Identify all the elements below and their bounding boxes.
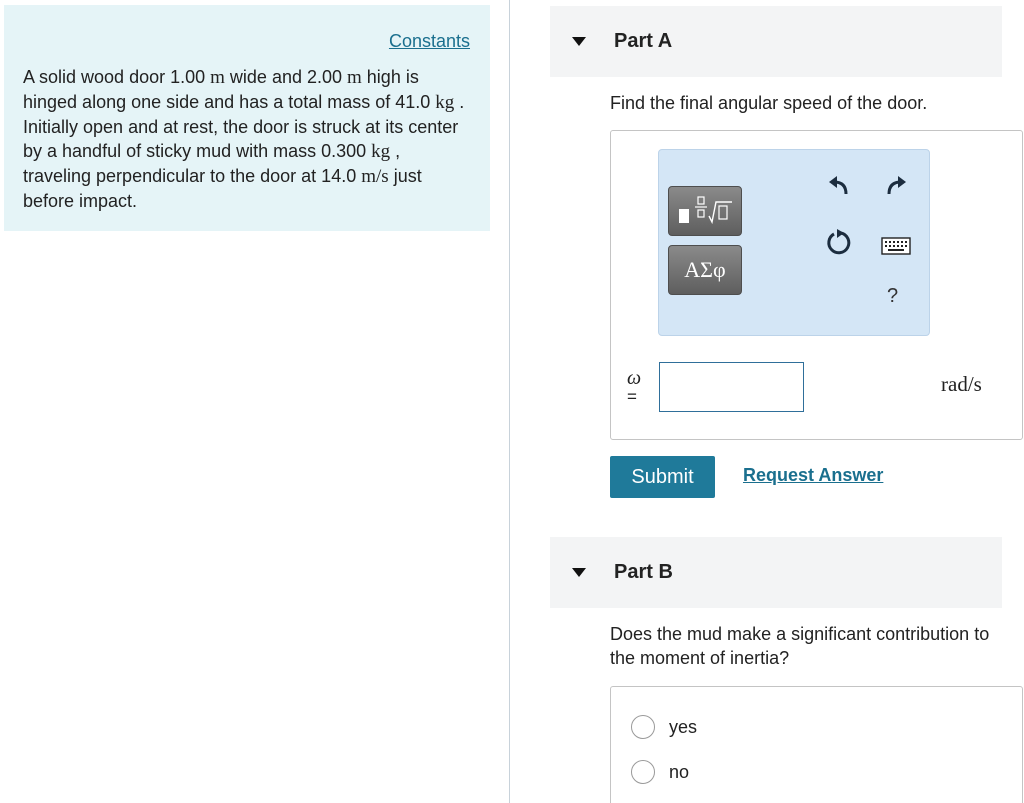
reset-icon[interactable] [825,228,853,256]
answer-entry-box [610,130,1023,440]
collapse-caret-icon[interactable] [572,37,586,46]
part-a-title: Part A [614,30,673,52]
redo-arrow-icon[interactable] [884,174,908,196]
part-a-header[interactable] [550,6,1002,77]
undo-arrow-icon[interactable] [827,174,851,196]
problem-panel [4,5,490,231]
part-b-header[interactable] [550,537,1002,608]
problem-text-5: , traveling perpendicular to the door at 14.0 [23,141,401,186]
help-button[interactable]: ? [887,285,899,307]
part-b-title: Part B [614,561,673,583]
option-label: no [669,761,690,782]
constants-link[interactable]: Constants [388,31,470,51]
math-toolbar [658,149,930,336]
submit-button[interactable]: Submit [610,456,715,498]
option-no[interactable] [631,760,689,784]
problem-statement [23,65,473,213]
unit-speed: m/s [361,166,389,187]
problem-text-2: wide and 2.00 [224,67,348,87]
problem-text-1: A solid wood door 1.00 [23,67,211,87]
choices-box [610,686,1023,803]
radio-button[interactable] [631,715,655,739]
equals-sign: = [627,387,637,406]
collapse-caret-icon[interactable] [572,568,586,577]
keyboard-icon[interactable] [881,237,911,255]
part-a-question: Find the final angular speed of the door. [610,93,928,113]
radio-button[interactable] [631,760,655,784]
fraction-root-template-icon [674,194,736,228]
option-label: yes [669,716,698,737]
unit-meter-1: m [210,67,225,88]
templates-button[interactable] [668,186,742,236]
problem-text-4: . Initially open and at rest, the door is struck at its center by a handful of sticky mud with mass 0.300 [23,92,465,161]
answer-units: rad/s [941,372,982,396]
column-divider [509,0,510,803]
unit-meter-2: m [347,67,362,88]
unit-kg-2: kg [371,141,391,162]
option-yes[interactable] [631,715,697,739]
problem-text-3: high is hinged along one side and has a total mass of 41.0 [23,67,436,112]
problem-text-6: just before impact. [23,166,422,211]
answer-input[interactable] [659,362,804,412]
answer-variable: ω [627,367,642,389]
request-answer-link[interactable]: Request Answer [743,465,884,485]
greek-symbols-button[interactable]: ΑΣφ [668,245,742,295]
part-b-question: Does the mud make a significant contribution to the moment of inertia? [610,624,990,668]
unit-kg-1: kg [435,92,455,113]
